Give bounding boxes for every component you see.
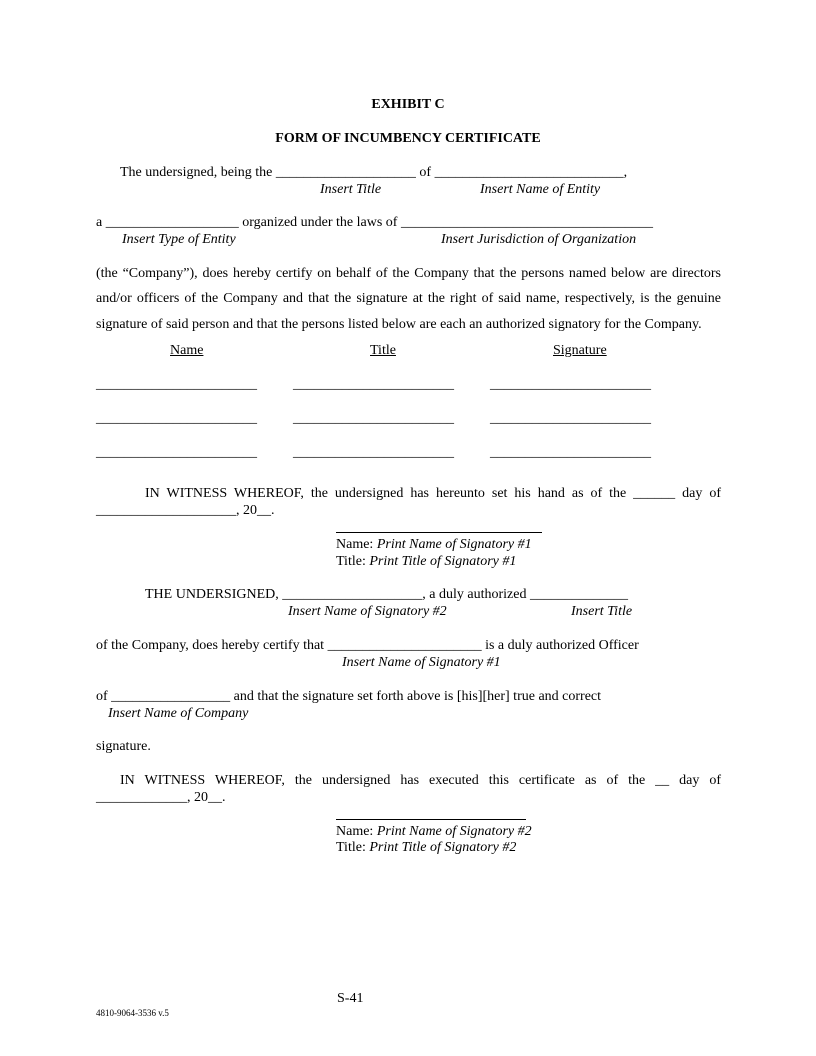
signatory-1-name <box>336 536 532 553</box>
witness-1-line-1: IN WITNESS WHEREOF, the undersigned has hereunto set his hand as of the ______ day of <box>145 486 721 501</box>
name-label: Name: <box>336 537 377 552</box>
hint-insert-company: Insert Name of Company <box>108 706 249 721</box>
name-label: Name: <box>336 824 377 839</box>
column-header-title: Title <box>370 343 396 358</box>
table-row-3-signature: _______________________ <box>490 445 651 460</box>
title-hint: Print Title of Signatory #2 <box>369 840 517 855</box>
signature-line-1 <box>336 532 542 533</box>
certify-line-3: signature of said person and that the persons listed below are each an authorized signatory for the Company. <box>96 317 702 332</box>
document-title: FORM OF INCUMBENCY CERTIFICATE <box>275 131 541 146</box>
column-header-signature: Signature <box>553 343 607 358</box>
hint-insert-signatory-1: Insert Name of Signatory #1 <box>342 655 501 670</box>
hint-insert-entity-type: Insert Type of Entity <box>122 232 236 247</box>
table-row-2-title: _______________________ <box>293 411 454 426</box>
witness-2-line-1: IN WITNESS WHEREOF, the undersigned has executed this certificate as of the __ day of <box>120 773 721 788</box>
intro-line-2: a ___________________ organized under the laws of ____________________________________ <box>96 215 653 230</box>
table-row-1-name: _______________________ <box>96 377 257 392</box>
witness-1-line-2: ____________________, 20__. <box>96 503 275 518</box>
exhibit-label: EXHIBIT C <box>371 97 445 112</box>
name-hint: Print Name of Signatory #1 <box>376 537 532 552</box>
second-line-1: THE UNDERSIGNED, ____________________, a duly authorized ______________ <box>145 587 628 602</box>
page-number: S-41 <box>337 991 364 1006</box>
signatory-1-title <box>336 553 516 570</box>
intro-line-1: The undersigned, being the ____________________ of ___________________________, <box>120 165 628 180</box>
table-row-2-signature: _______________________ <box>490 411 651 426</box>
certify-line-1: (the “Company”), does hereby certify on behalf of the Company that the persons named below are directors <box>96 266 721 281</box>
second-line-2: of the Company, does hereby certify that ______________________ is a duly authorized Officer <box>96 638 639 653</box>
table-row-3-name: _______________________ <box>96 445 257 460</box>
column-header-name: Name <box>170 343 204 358</box>
witness-2-line-2: _____________, 20__. <box>96 790 226 805</box>
signatory-2-title <box>336 839 516 856</box>
hint-insert-signatory-2: Insert Name of Signatory #2 <box>288 604 447 619</box>
title-label: Title: <box>336 840 370 855</box>
table-row-2-name: _______________________ <box>96 411 257 426</box>
hint-insert-jurisdiction: Insert Jurisdiction of Organization <box>441 232 637 247</box>
signatory-2-name <box>336 823 532 840</box>
title-label: Title: <box>336 554 370 569</box>
table-row-1-title: _______________________ <box>293 377 454 392</box>
name-hint: Print Name of Signatory #2 <box>376 824 532 839</box>
second-line-3: of _________________ and that the signature set forth above is [his][her] true and correct <box>96 689 602 704</box>
hint-insert-entity: Insert Name of Entity <box>480 182 601 197</box>
hint-insert-title-2: Insert Title <box>571 604 633 619</box>
signature-line-2 <box>336 819 526 820</box>
certify-line-2: and/or officers of the Company and that the signature at the right of said name, respectively, is the genuine <box>96 291 721 306</box>
title-hint: Print Title of Signatory #1 <box>369 554 517 569</box>
second-line-4: signature. <box>96 739 151 754</box>
document-id: 4810-9064-3536 v.5 <box>96 1008 169 1018</box>
table-row-1-signature: _______________________ <box>490 377 651 392</box>
table-row-3-title: _______________________ <box>293 445 454 460</box>
hint-insert-title: Insert Title <box>320 182 382 197</box>
